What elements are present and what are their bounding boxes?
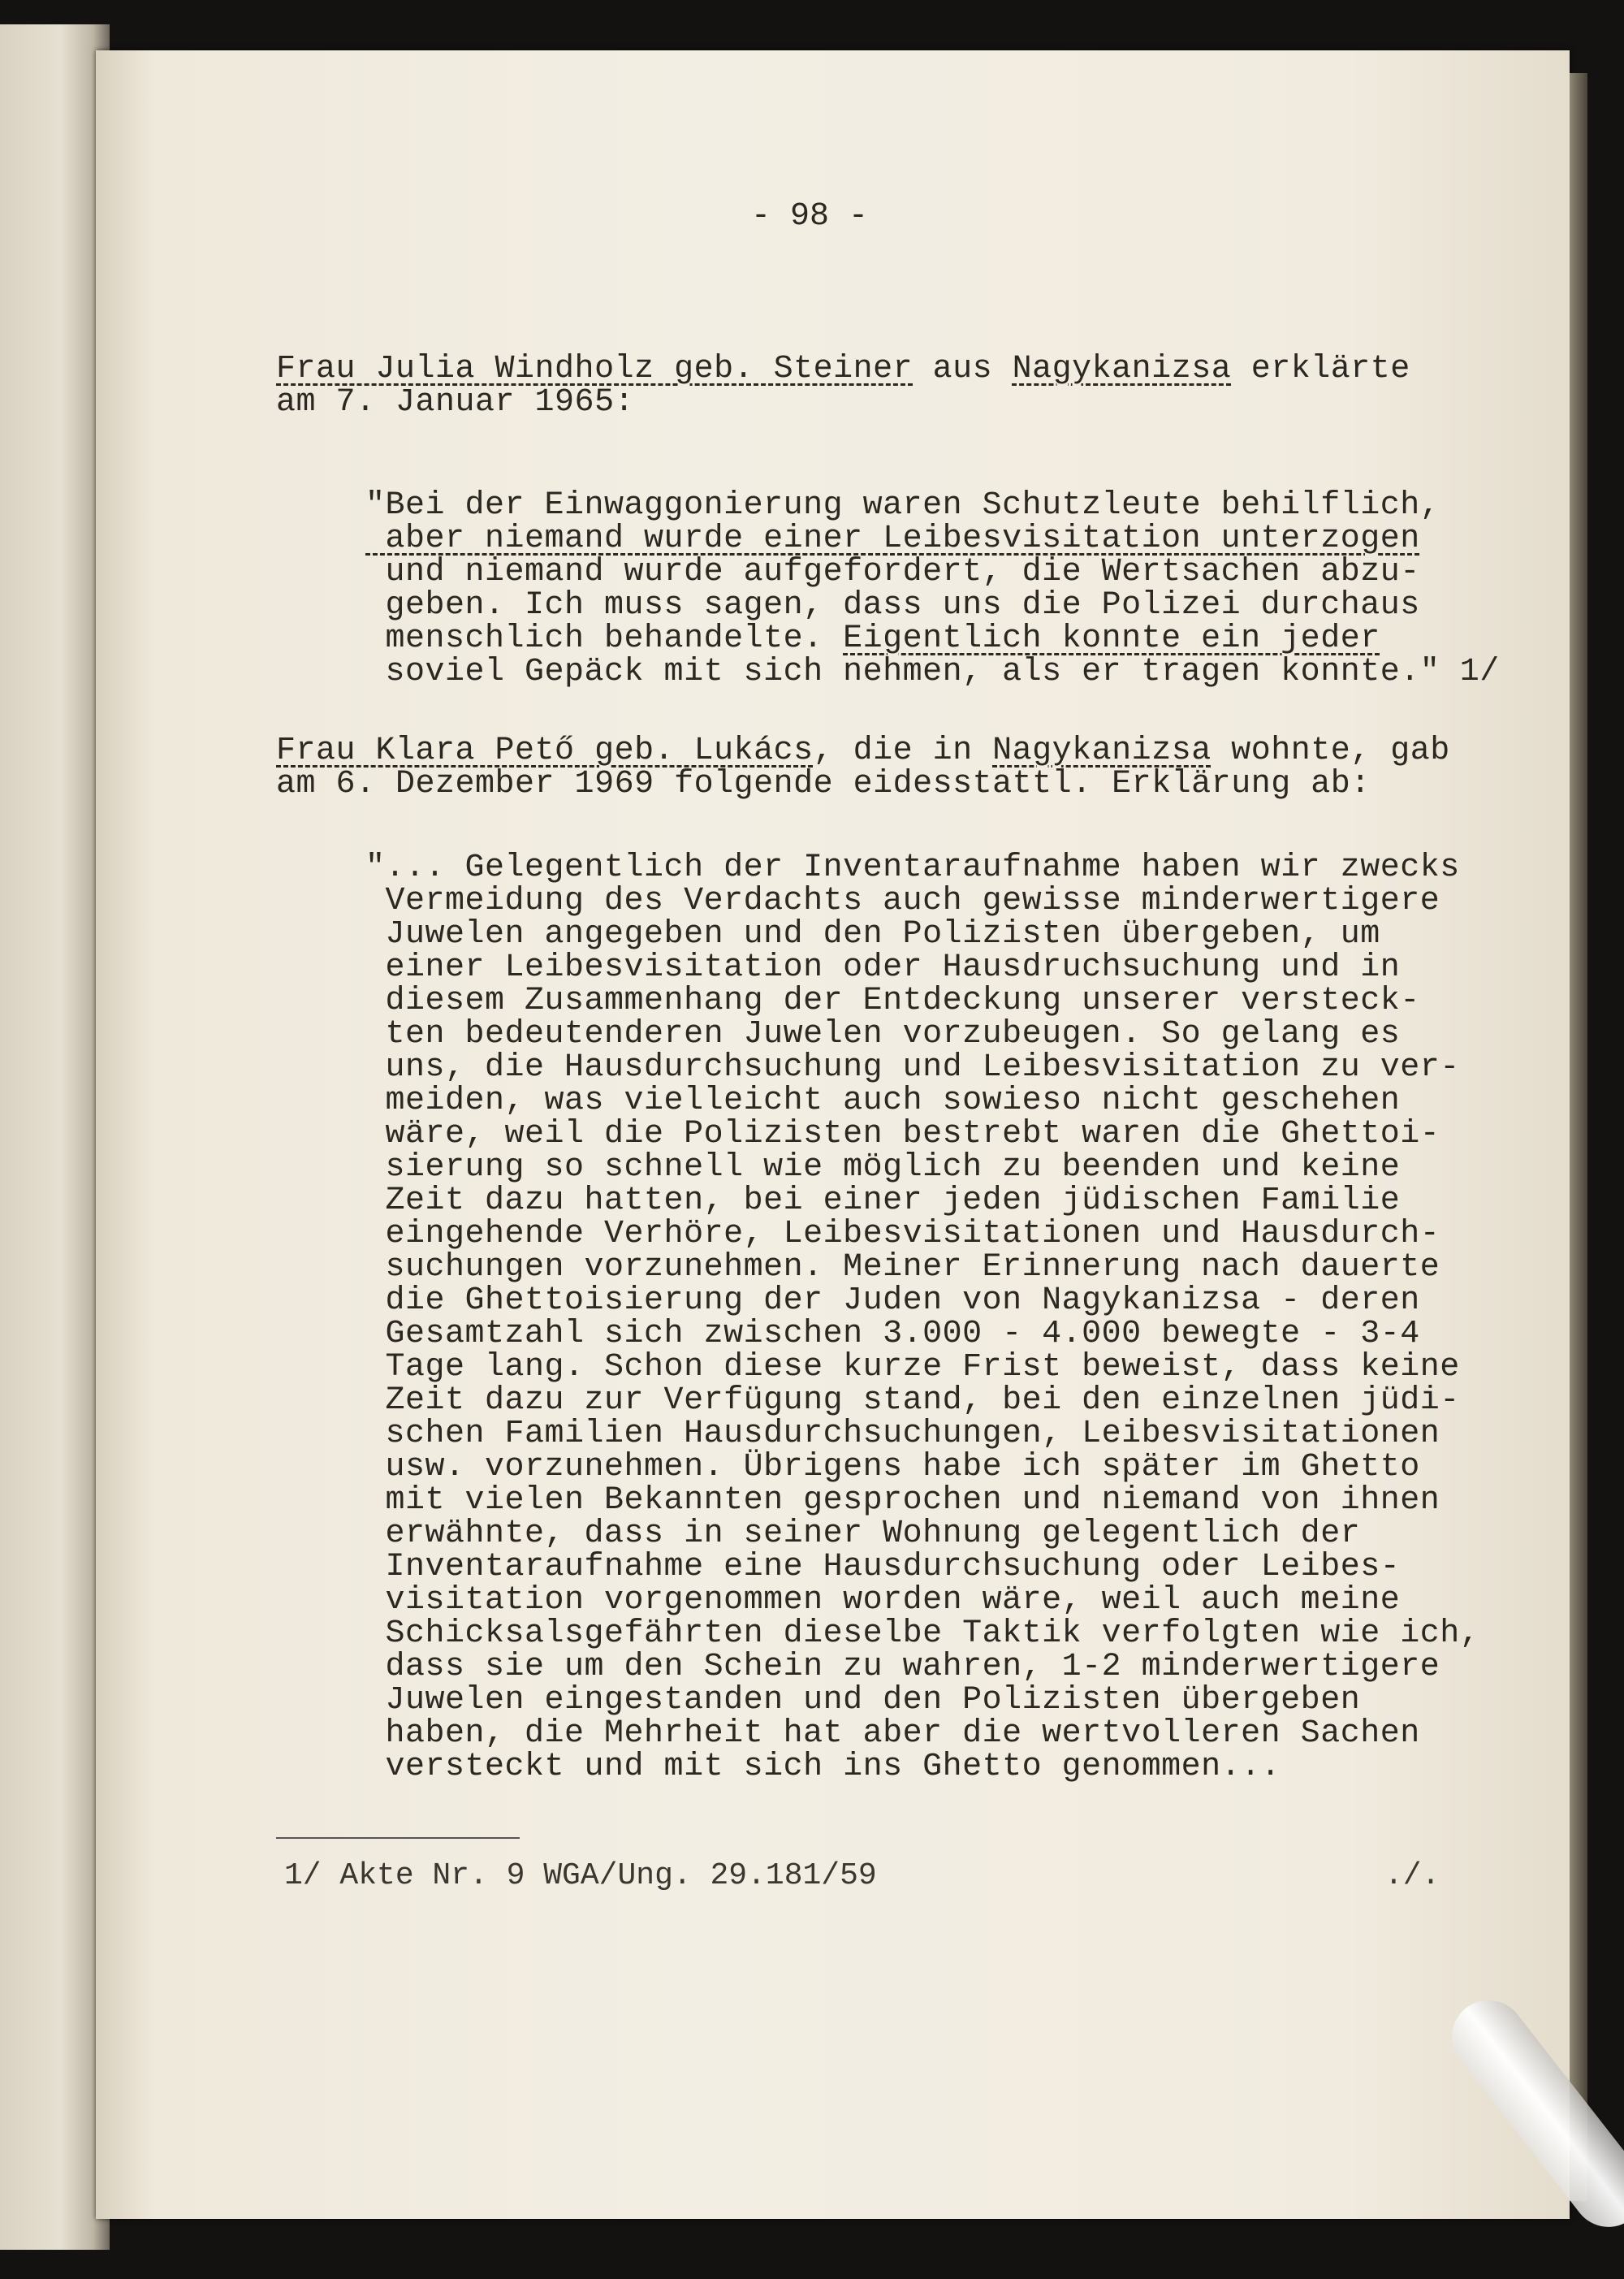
text-line — [365, 1684, 1479, 1717]
text-segment: die Ghettoisierung der Juden von Nagykanizsa - deren — [365, 1282, 1420, 1319]
text-segment: am 7. Januar 1965: — [276, 384, 635, 421]
text-segment: menschlich behandelte. — [365, 621, 844, 657]
text-segment: suchungen vorzunehmen. Meiner Erinnerung nach dauerte — [365, 1249, 1440, 1286]
text-segment: einer Leibesvisitation oder Hausdruchsuchung und in — [365, 949, 1401, 986]
section-2-intro — [276, 734, 1450, 801]
text-line — [365, 1351, 1479, 1384]
text-line — [365, 1184, 1479, 1217]
text-segment: dass sie um den Schein zu wahren, 1-2 minderwertigere — [365, 1649, 1440, 1685]
text-line — [365, 1384, 1479, 1417]
text-segment: Zeit dazu zur Verfügung stand, bei den einzelnen jüdi- — [365, 1382, 1460, 1419]
text-line — [365, 918, 1479, 951]
text-line — [365, 1750, 1479, 1784]
text-line — [365, 1617, 1479, 1650]
text-segment: Schicksalsgefährten dieselbe Taktik verfolgten wie ich, — [365, 1615, 1480, 1652]
text-segment: geben. Ich muss sagen, dass uns die Polizei durchaus — [365, 587, 1420, 624]
text-line — [365, 556, 1500, 589]
text-line — [365, 1051, 1479, 1084]
continuation-mark: ./. — [1384, 1858, 1440, 1893]
underlined-text: Nagykanizsa — [992, 733, 1212, 769]
page-stack-edge — [1570, 73, 1587, 2201]
text-segment: ten bedeutenderen Juwelen vorzubeugen. So gelang es — [365, 1016, 1401, 1053]
text-segment: "... Gelegentlich der Inventaraufnahme haben wir zwecks — [365, 850, 1460, 886]
underlined-text: aber niemand wurde einer Leibesvisitation unterzogen — [365, 521, 1420, 557]
text-line — [365, 489, 1500, 522]
text-line — [365, 1151, 1479, 1184]
text-segment: uns, die Hausdurchsuchung und Leibesvisitation zu ver- — [365, 1049, 1460, 1086]
text-segment: Zeit dazu hatten, bei einer jeden jüdischen Familie — [365, 1183, 1401, 1219]
text-segment: wäre, weil die Polizisten bestrebt waren die Ghettoi- — [365, 1116, 1440, 1152]
text-segment: visitation vorgenommen worden wäre, weil auch meine — [365, 1582, 1401, 1619]
text-line — [365, 1517, 1479, 1550]
text-segment: sierung so schnell wie möglich zu beenden und keine — [365, 1149, 1401, 1186]
text-segment: Juwelen angegeben und den Polizisten übergeben, um — [365, 916, 1380, 953]
text-line — [365, 589, 1500, 622]
underlined-text: Frau Julia Windholz geb. Steiner — [276, 351, 914, 387]
text-line — [365, 1717, 1479, 1750]
text-segment: mit vielen Bekannten gesprochen und niemand von ihnen — [365, 1482, 1440, 1519]
footnote-divider — [276, 1837, 520, 1839]
text-segment: Vermeidung des Verdachts auch gewisse minderwertigere — [365, 883, 1440, 919]
text-line — [365, 1417, 1479, 1451]
text-line — [365, 622, 1500, 655]
section-1-intro — [276, 352, 1410, 419]
text-line — [365, 884, 1479, 918]
text-line — [276, 768, 1450, 801]
text-segment: Juwelen eingestanden und den Polizisten übergeben — [365, 1682, 1361, 1719]
section-2-quote — [365, 851, 1479, 1784]
text-line — [365, 655, 1500, 689]
text-segment: schen Familien Hausdurchsuchungen, Leibesvisitationen — [365, 1416, 1440, 1452]
facing-page-edge — [0, 24, 110, 2250]
text-line — [276, 386, 1410, 419]
text-line — [365, 1317, 1479, 1351]
text-line — [365, 1650, 1479, 1684]
section-1-quote — [365, 489, 1500, 689]
text-segment: am 6. Dezember 1969 folgende eidesstattl. Erklärung ab: — [276, 766, 1371, 802]
text-line — [365, 1584, 1479, 1617]
text-segment: eingehende Verhöre, Leibesvisitationen und Hausdurch- — [365, 1216, 1440, 1252]
text-line — [365, 1284, 1479, 1317]
text-segment: haben, die Mehrheit hat aber die wertvolleren Sachen — [365, 1715, 1420, 1752]
page-number: - 98 - — [751, 198, 869, 235]
text-segment: erwähnte, dass in seiner Wohnung gelegentlich der — [365, 1516, 1361, 1552]
text-segment: versteckt und mit sich ins Ghetto genommen... — [365, 1749, 1281, 1785]
text-line — [365, 851, 1479, 884]
text-segment: meiden, was vielleicht auch sowieso nicht geschehen — [365, 1083, 1401, 1119]
text-line — [365, 1217, 1479, 1251]
text-segment: soviel Gepäck mit sich nehmen, als er tragen konnte." 1/ — [365, 654, 1500, 690]
text-line — [365, 1550, 1479, 1584]
text-segment: wohnte, gab — [1211, 733, 1450, 769]
text-segment: diesem Zusammenhang der Entdeckung unserer versteck- — [365, 983, 1420, 1019]
text-segment: Inventaraufnahme eine Hausdurchsuchung oder Leibes- — [365, 1549, 1401, 1585]
text-line — [365, 1484, 1479, 1517]
text-segment: , die in — [813, 733, 993, 769]
text-segment: Gesamtzahl sich zwischen 3.000 - 4.000 bewegte - 3-4 — [365, 1316, 1420, 1352]
text-line — [276, 352, 1410, 386]
underlined-text: Nagykanizsa — [1012, 351, 1232, 387]
text-line — [365, 984, 1479, 1018]
text-line — [365, 522, 1500, 556]
underlined-text: Eigentlich konnte ein jeder — [843, 621, 1380, 657]
text-line — [365, 1084, 1479, 1118]
text-segment: "Bei der Einwaggonierung waren Schutzleute behilflich, — [365, 487, 1440, 524]
text-segment: erklärte — [1231, 351, 1410, 387]
footnote: 1/ Akte Nr. 9 WGA/Ung. 29.181/59 — [284, 1858, 877, 1893]
text-segment: und niemand wurde aufgefordert, die Wertsachen abzu- — [365, 554, 1420, 590]
text-line — [365, 951, 1479, 984]
text-segment: aus — [913, 351, 1013, 387]
text-line — [365, 1251, 1479, 1284]
text-line — [276, 734, 1450, 768]
text-segment: Tage lang. Schon diese kurze Frist beweist, dass keine — [365, 1349, 1460, 1386]
underlined-text: Frau Klara Pető geb. Lukács — [276, 733, 814, 769]
text-line — [365, 1118, 1479, 1151]
text-segment: usw. vorzunehmen. Übrigens habe ich später im Ghetto — [365, 1449, 1420, 1485]
text-line — [365, 1451, 1479, 1484]
text-line — [365, 1018, 1479, 1051]
